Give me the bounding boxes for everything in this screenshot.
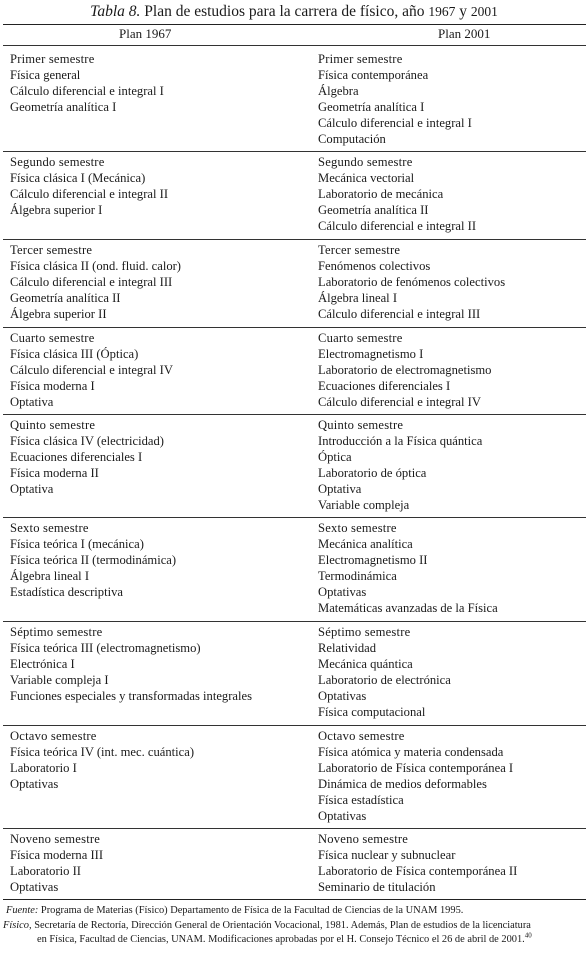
plan-2001-cell <box>318 330 491 410</box>
course-name: Optativa <box>318 482 362 497</box>
course-name: Cálculo diferencial e integral III <box>318 307 481 322</box>
footnote-line-3 <box>37 932 532 947</box>
course-name: Física teórica I (mecánica) <box>10 537 144 552</box>
course-name: Cálculo diferencial e integral I <box>318 116 472 131</box>
course-name: Ecuaciones diferenciales I <box>318 379 451 394</box>
semester-heading: Noveno semestre <box>10 832 101 846</box>
course-name: Funciones especiales y transformadas integrales <box>10 689 252 704</box>
course-name: Física contemporánea <box>318 68 429 83</box>
semester-heading: Cuarto semestre <box>10 331 95 345</box>
course-name: Física teórica III (electromagnetismo) <box>10 641 201 656</box>
semester-heading: Primer semestre <box>318 52 403 66</box>
caption-text: Plan de estudios para la carrera de físico, año <box>144 3 425 20</box>
footnote-source-label: Fuente: <box>6 905 39 916</box>
course-name: Fenómenos colectivos <box>318 259 431 274</box>
plan-2001-cell <box>318 417 482 514</box>
course-name: Cálculo diferencial e integral III <box>10 275 173 290</box>
semester-heading: Primer semestre <box>10 52 95 66</box>
course-name: Álgebra superior I <box>10 203 103 218</box>
column-header-plan-2001: Plan 2001 <box>438 26 491 41</box>
plan-1967-cell <box>10 330 173 410</box>
course-name: Estadística descriptiva <box>10 585 123 600</box>
plan-1967-cell <box>10 624 252 704</box>
course-name: Laboratorio II <box>10 864 81 879</box>
course-name: Geometría analítica I <box>318 100 425 115</box>
course-name: Cálculo diferencial e integral IV <box>318 395 481 410</box>
course-name: Álgebra lineal I <box>318 291 398 306</box>
course-name: Ecuaciones diferenciales I <box>10 450 143 465</box>
plan-1967-cell <box>10 831 103 895</box>
semester-heading: Segundo semestre <box>10 155 105 169</box>
course-name: Termodinámica <box>318 569 397 584</box>
course-name: Optativa <box>10 482 54 497</box>
course-name: Electromagnetismo II <box>318 553 428 568</box>
course-name: Matemáticas avanzadas de la Física <box>318 601 498 616</box>
footnote-line-3-text: en Física, Facultad de Ciencias, UNAM. Modificaciones aprobadas por el H. Consejo Técnico el 26 de abril de 2001. <box>37 934 525 945</box>
course-name: Cálculo diferencial e integral IV <box>10 363 173 378</box>
course-name: Mecánica analítica <box>318 537 413 552</box>
course-name: Seminario de titulación <box>318 880 436 895</box>
course-name: Laboratorio de Física contemporánea II <box>318 864 518 879</box>
course-name: Relatividad <box>318 641 377 656</box>
course-name: Física moderna I <box>10 379 95 394</box>
semester-divider <box>3 414 586 415</box>
caption-year-1967: 1967 <box>428 4 456 19</box>
course-name: Electrónica I <box>10 657 75 672</box>
semester-heading: Sexto semestre <box>318 521 397 535</box>
course-name: Álgebra lineal I <box>10 569 90 584</box>
course-name: Laboratorio I <box>10 761 77 776</box>
footnote-reference: 40 <box>524 931 532 940</box>
caption-conjunction: y <box>459 3 467 20</box>
footnote-line-2-text: Secretaría de Rectoría, Dirección General de Orientación Vocacional, 1981. Además, Plan de estudios de la licenciatura <box>34 920 531 931</box>
course-name: Laboratorio de mecánica <box>318 187 444 202</box>
course-name: Física clásica II (ond. fluid. calor) <box>10 259 181 274</box>
semester-divider <box>3 327 586 328</box>
semester-heading: Segundo semestre <box>318 155 413 169</box>
semester-heading: Sexto semestre <box>10 521 89 535</box>
course-name: Geometría analítica II <box>318 203 429 218</box>
semester-heading: Quinto semestre <box>318 418 404 432</box>
course-name: Física teórica IV (int. mec. cuántica) <box>10 745 195 760</box>
semester-divider <box>3 828 586 829</box>
footnote-source-text: Programa de Materias (Físico) Departamento de Física de la Facultad de Ciencias de la <box>40 905 404 916</box>
course-name: Dinámica de medios deformables <box>318 777 487 792</box>
table-caption <box>0 2 588 22</box>
course-name: Física moderna III <box>10 848 104 863</box>
footnote-source-org: UNAM 1995. <box>405 905 464 916</box>
semester-divider <box>3 151 586 152</box>
caption-year-2001: 2001 <box>470 4 498 19</box>
semester-heading: Séptimo semestre <box>10 625 103 639</box>
semester-divider <box>3 239 586 240</box>
semester-divider <box>3 621 586 622</box>
course-name: Física clásica III (Óptica) <box>10 347 139 362</box>
course-name: Optativas <box>10 880 59 895</box>
course-name: Cálculo diferencial e integral I <box>10 84 164 99</box>
course-name: Laboratorio de electrónica <box>318 673 451 688</box>
semester-divider <box>3 517 586 518</box>
course-name: Optativas <box>318 689 367 704</box>
plan-2001-cell <box>318 154 476 234</box>
bottom-rule <box>3 899 586 900</box>
course-name: Laboratorio de óptica <box>318 466 427 481</box>
course-name: Optativas <box>318 809 367 824</box>
course-name: Laboratorio de electromagnetismo <box>318 363 492 378</box>
course-name: Física nuclear y subnuclear <box>318 848 456 863</box>
plan-1967-cell <box>10 520 176 600</box>
course-name: Física moderna II <box>10 466 99 481</box>
course-name: Álgebra superior II <box>10 307 107 322</box>
top-rule <box>3 24 586 25</box>
plan-1967-cell <box>10 242 181 322</box>
semester-heading: Octavo semestre <box>318 729 405 743</box>
course-name: Óptica <box>318 450 352 465</box>
semester-heading: Tercer semestre <box>318 243 401 257</box>
plan-2001-cell <box>318 831 517 895</box>
semester-divider <box>3 725 586 726</box>
course-name: Geometría analítica II <box>10 291 121 306</box>
footnote-line-2 <box>3 918 531 933</box>
plan-2001-cell <box>318 242 505 322</box>
plan-1967-cell <box>10 154 168 218</box>
plan-2001-cell <box>318 728 513 825</box>
caption-label: Tabla 8. <box>90 3 141 20</box>
header-rule <box>3 45 586 46</box>
course-name: Álgebra <box>318 84 359 99</box>
plan-2001-cell <box>318 51 472 148</box>
course-name: Física clásica IV (electricidad) <box>10 434 164 449</box>
semester-heading: Tercer semestre <box>10 243 93 257</box>
course-name: Geometría analítica I <box>10 100 117 115</box>
column-header-plan-1967: Plan 1967 <box>119 26 172 41</box>
course-name: Mecánica vectorial <box>318 171 415 186</box>
semester-heading: Noveno semestre <box>318 832 409 846</box>
plan-2001-cell <box>318 624 451 721</box>
plan-2001-cell <box>318 520 498 617</box>
plan-1967-cell <box>10 417 164 497</box>
plan-1967-cell <box>10 728 194 792</box>
course-name: Física teórica II (termodinámica) <box>10 553 177 568</box>
course-name: Laboratorio de Física contemporánea I <box>318 761 514 776</box>
course-name: Laboratorio de fenómenos colectivos <box>318 275 506 290</box>
course-name: Optativa <box>10 395 54 410</box>
plan-1967-cell <box>10 51 164 115</box>
course-name: Mecánica quántica <box>318 657 413 672</box>
course-name: Física atómica y materia condensada <box>318 745 504 760</box>
semester-heading: Octavo semestre <box>10 729 97 743</box>
course-name: Física computacional <box>318 705 426 720</box>
course-name: Optativas <box>10 777 59 792</box>
course-name: Electromagnetismo I <box>318 347 424 362</box>
course-name: Física clásica I (Mecánica) <box>10 171 146 186</box>
semester-heading: Cuarto semestre <box>318 331 403 345</box>
semester-heading: Quinto semestre <box>10 418 96 432</box>
course-name: Física estadística <box>318 793 404 808</box>
course-name: Física general <box>10 68 81 83</box>
course-name: Variable compleja I <box>10 673 109 688</box>
course-name: Computación <box>318 132 386 147</box>
course-name: Variable compleja <box>318 498 410 513</box>
course-name: Cálculo diferencial e integral II <box>10 187 169 202</box>
footnote-italic-title: Físico, <box>3 920 32 931</box>
footnote-line-1 <box>6 903 463 918</box>
semester-heading: Séptimo semestre <box>318 625 411 639</box>
course-name: Introducción a la Física quántica <box>318 434 483 449</box>
course-name: Cálculo diferencial e integral II <box>318 219 477 234</box>
course-name: Optativas <box>318 585 367 600</box>
